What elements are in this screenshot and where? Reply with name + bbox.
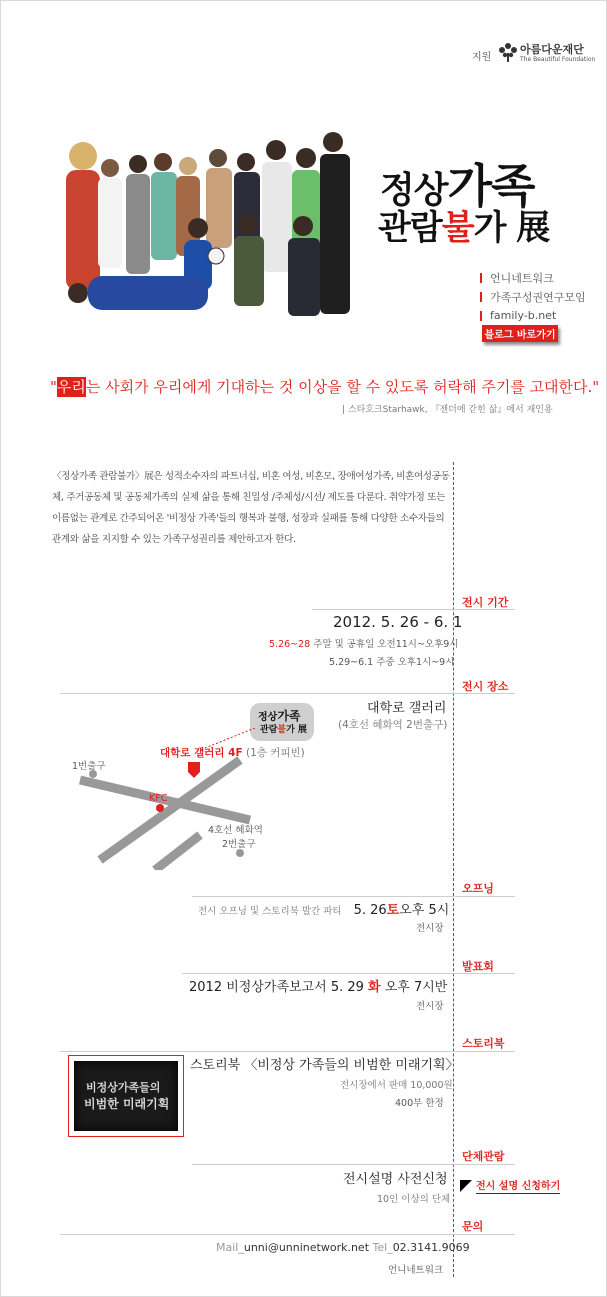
organizer-list [480, 268, 586, 325]
storybook-limit: 400부 한정 [395, 1098, 444, 1109]
contact-line: Mail_unni@unninetwork.net Tel_02.3141.9069 [216, 1241, 470, 1254]
organizer-item: family-b.net [480, 306, 586, 325]
storybook-cover-title-1: 비정상가족들의 [86, 1081, 161, 1094]
section-label-venue: 전시 장소 [462, 680, 509, 693]
gallery-label: 대학로 갤러리 4F (1층 커피빈) [160, 747, 305, 759]
venue-name: 대학로 갤러리 [367, 701, 447, 716]
organizer-item: 언니네트워크 [480, 268, 586, 287]
section-label-presentation: 발표회 [462, 960, 494, 973]
section-label-contact: 문의 [462, 1220, 484, 1233]
period-date: 2012. 5. 26 - 6. 1 [333, 613, 463, 631]
section-label-period: 전시 기간 [462, 596, 509, 609]
blog-button[interactable]: 블로그 바로가기 [482, 325, 558, 342]
divider [60, 1051, 515, 1052]
divider [312, 609, 515, 610]
tree-icon [497, 41, 519, 63]
map-exit1: 1번출구 [72, 761, 106, 772]
contact-org: 언니네트워크 [388, 1265, 444, 1276]
title-line2: 관람불가 展 [378, 208, 550, 248]
section-label-group: 단체관람 [462, 1150, 505, 1163]
group-note: 10인 이상의 단체 [377, 1194, 451, 1205]
divider [60, 1234, 515, 1235]
timeline-line [453, 462, 454, 1277]
section-label-storybook: 스토리북 [462, 1037, 505, 1050]
organizer-item: 가족구성권연구모임 [480, 287, 586, 306]
map-station-exit: 2번출구 [222, 839, 256, 850]
bubble-title-2: 관람불가 展 [260, 725, 307, 735]
sponsor-sub: The Beautiful Foundation [520, 56, 596, 63]
quote: "우리는 사회가 우리에게 기대하는 것 이상을 할 수 있도록 허락해 주기를 고대한다." [50, 378, 600, 396]
map-station: 4호선 혜화역 [208, 825, 263, 836]
period-hours-weekday: 5.29~6.1 주중 오후1시~9시 [329, 657, 455, 668]
divider [182, 973, 515, 974]
sponsor-name: 아름다운재단 [520, 43, 584, 56]
storybook-title: 스토리북 〈비정상 가족들의 비범한 미래기획〉 [190, 1058, 459, 1073]
storybook-cover-title-2: 비범한 미래기획 [84, 1097, 170, 1111]
opening-place: 전시장 [416, 923, 444, 934]
title-line1: 정상가족 [380, 159, 535, 213]
people-silhouettes [66, 132, 350, 316]
group-photo [48, 128, 358, 328]
intro-text: 〈정상가족 관람불가〉展은 성적소수자의 파트너십, 비혼 여성, 비혼모, 장애여성가족, 비혼여성공동체, 주거공동체 및 공동체가족의 실제 삶을 통해 친밀성 /주체성/시선/ 제도를 다룬다. 취약가정 또는 이름없는 관계로 간주되어온 '비정상 가족'들의 행복과 불행, 성장과 실패를 통해 다양한 소수자들의 관계와 삶을 지지할 수 있는 가족구성권리를 제안하고자 한다. [52, 471, 450, 545]
presentation-line: 2012 비정상가족보고서 5. 29 화 오후 7시반 [189, 980, 448, 995]
map-kfc: KFC [149, 793, 168, 804]
sponsor-label: 지원 [472, 52, 492, 63]
divider [192, 896, 515, 897]
venue-sub: (4호선 혜화역 2번출구) [338, 719, 448, 731]
apply-button[interactable]: 전시 설명 신청하기 [460, 1177, 560, 1194]
storybook-price: 전시장에서 판매 10,000원 [340, 1080, 453, 1091]
section-label-opening: 오프닝 [462, 882, 494, 895]
arrow-icon [460, 1180, 472, 1192]
quote-source: | 스타호크Starhawk, 『젠더에 갇힌 삶』에서 재인용 [342, 405, 553, 415]
divider [60, 693, 515, 694]
divider [192, 1164, 515, 1165]
presentation-place: 전시장 [416, 1001, 444, 1012]
opening-line: 전시 오프닝 및 스토리북 발간 파티 5. 26 토 오후 5시 [198, 903, 450, 918]
period-hours-weekend: 5.26~28 주말 및 공휴일 오전11시~오후9시 [269, 639, 459, 650]
bubble-title-1: 정상가족 [258, 709, 301, 723]
group-title: 전시설명 사전신청 [343, 1172, 448, 1187]
